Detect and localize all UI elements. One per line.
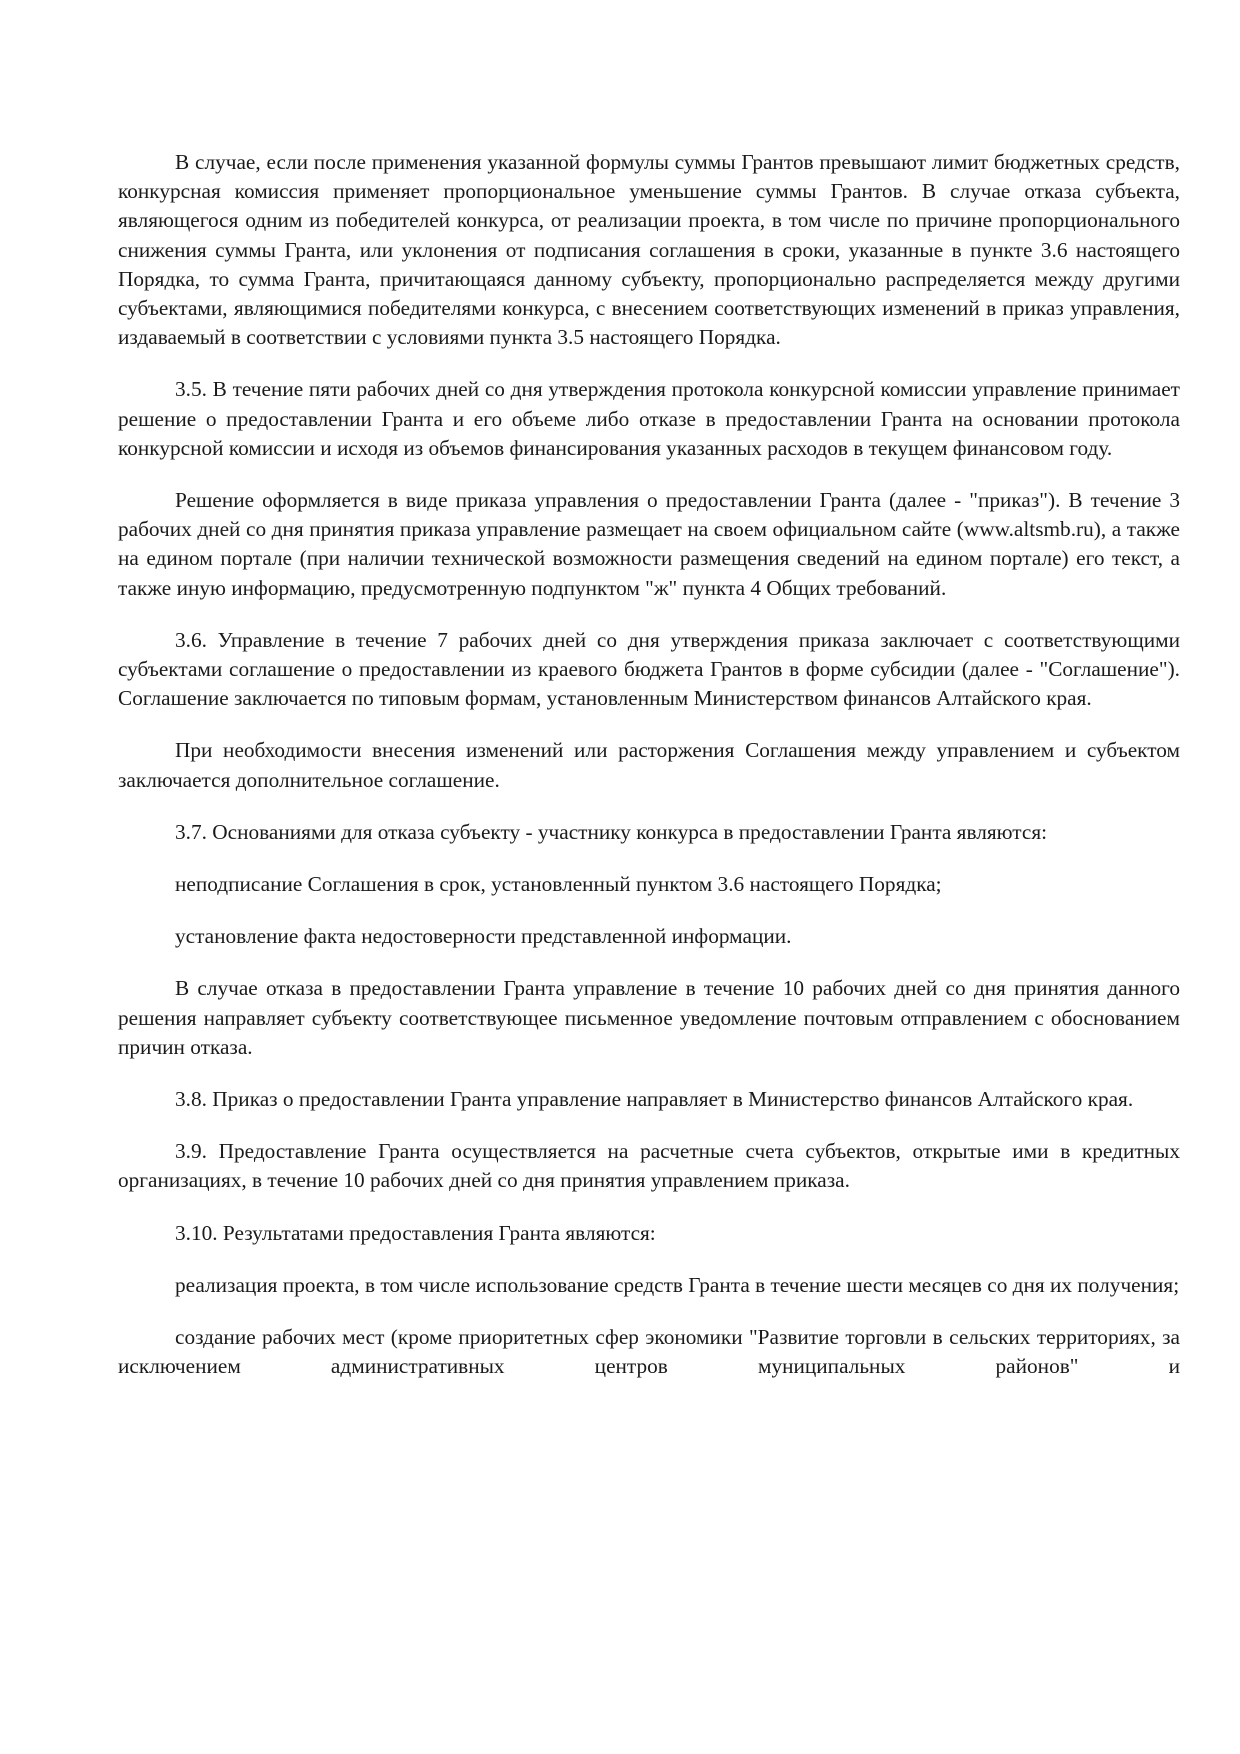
document-page — [118, 148, 1180, 1405]
paragraph-decision-order: Решение оформляется в виде приказа управления о предоставлении Гранта (далее - "приказ"). В течение 3 рабочих дней со дня принятия приказа управление размещает на своем официальном сайте (www.altsmb.ru), а также на едином портале (при наличии технической возможности размещения сведений на едином портале) его текст, а также иную информацию, предусмотренную подпунктом "ж" пункта 4 Общих требований. — [118, 488, 1180, 600]
paragraph-3-8: 3.8. Приказ о предоставлении Гранта управление направляет в Министерство финансов Алтайского края. — [175, 1087, 1134, 1112]
paragraph-3-10: 3.10. Результатами предоставления Гранта являются: — [175, 1220, 656, 1245]
paragraph-3-9: 3.9. Предоставление Гранта осуществляется на расчетные счета субъектов, открытые ими в кредитных организациях, в течение 10 рабочих дней со дня принятия управлением приказа. — [118, 1139, 1180, 1193]
list-item-not-signed: неподписание Соглашения в срок, установленный пунктом 3.6 настоящего Порядка; — [175, 872, 942, 897]
paragraph-amendments: При необходимости внесения изменений или расторжения Соглашения между управлением и субъектом заключается дополнительное соглашение. — [118, 738, 1180, 792]
paragraph-3-5: 3.5. В течение пяти рабочих дней со дня утверждения протокола конкурсной комиссии управление принимает решение о предоставлении Гранта и его объеме либо отказе в предоставлении Гранта на основании протокола конкурсной комиссии и исходя из объемов финансирования указанных расходов в текущем финансовом году. — [118, 377, 1180, 460]
list-item-job-creation: создание рабочих мест (кроме приоритетных сфер экономики "Развитие торговли в сельских территориях, за исключением административных центров муниципальных районов" и — [118, 1325, 1180, 1379]
paragraph-3-6: 3.6. Управление в течение 7 рабочих дней со дня утверждения приказа заключает с соответствующими субъектами соглашение о предоставлении из краевого бюджета Грантов в форме субсидии (далее - "Соглашение"). Соглашение заключается по типовым формам, установленным Министерством финансов Алтайского края. — [118, 627, 1180, 711]
paragraph-refusal-notice: В случае отказа в предоставлении Гранта управление в течение 10 рабочих дней со дня принятия данного решения направляет субъекту соответствующее письменное уведомление почтовым отправлением с обоснованием причин отказа. — [118, 976, 1180, 1059]
paragraph-3-7: 3.7. Основаниями для отказа субъекту - участнику конкурса в предоставлении Гранта являются: — [175, 819, 1048, 844]
paragraph-grant-reduction: В случае, если после применения указанной формулы суммы Грантов превышают лимит бюджетных средств, конкурсная комиссия применяет пропорциональное уменьшение суммы Грантов. В случае отказа субъекта, являющегося одним из победителей конкурса, от реализации проекта, в том числе по причине пропорционального снижения суммы Гранта, или уклонения от подписания соглашения в сроки, указанные в пункте 3.6 настоящего Порядка, то сумма Гранта, причитающаяся данному субъекту, пропорционально распределяется между другими субъектами, являющимися победителями конкурса, с внесением соответствующих изменений в приказ управления, издаваемый в соответствии с условиями пункта 3.5 настоящего Порядка. — [118, 150, 1180, 350]
list-item-false-info: установление факта недостоверности представленной информации. — [175, 924, 792, 949]
list-item-project-implementation: реализация проекта, в том числе использование средств Гранта в течение шести месяцев со дня их получения; — [175, 1272, 1180, 1297]
